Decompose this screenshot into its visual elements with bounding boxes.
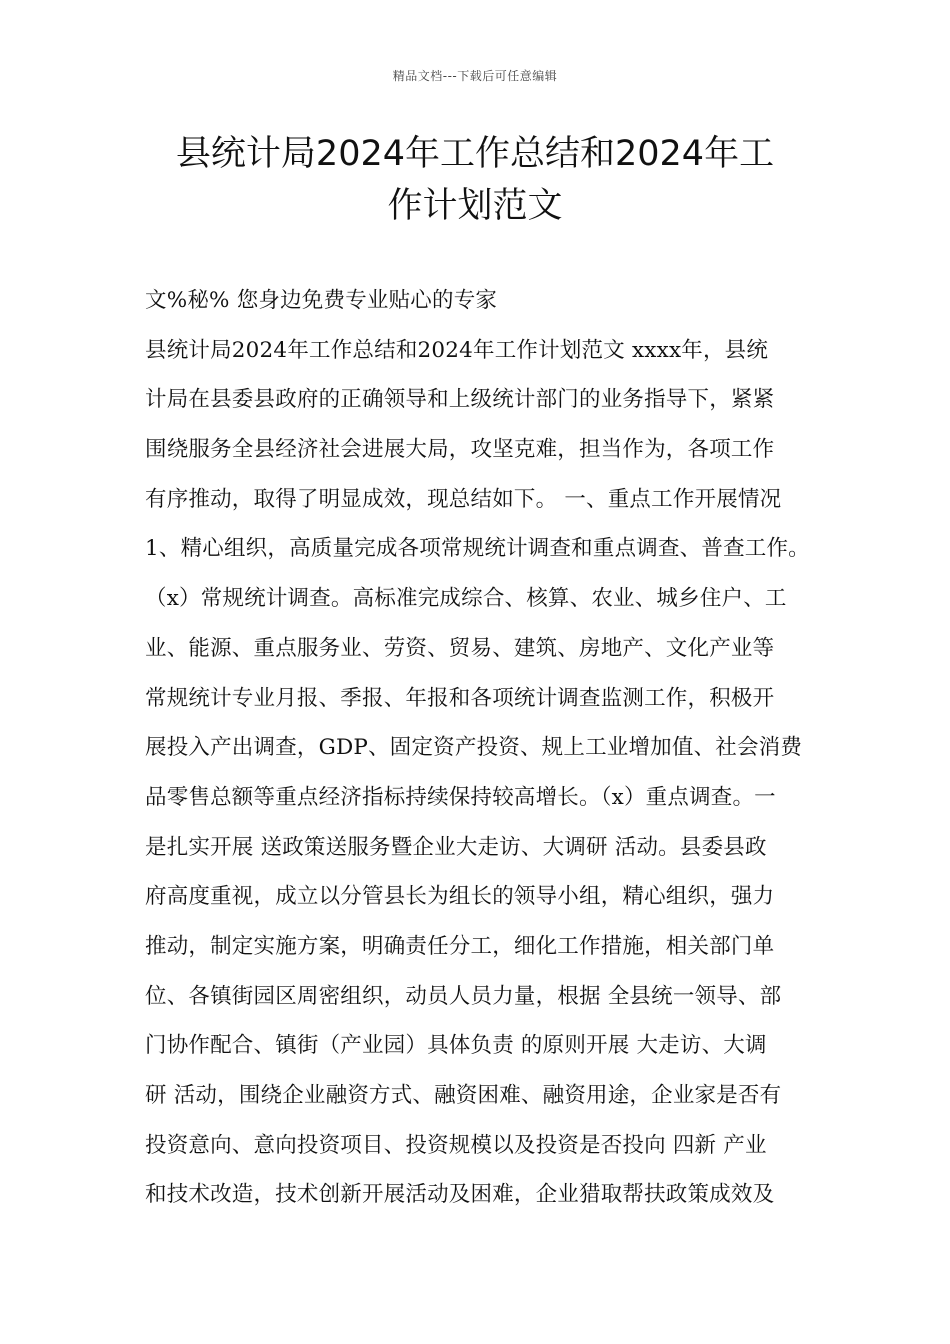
body-line: 县统计局2024年工作总结和2024年工作计划范文 xxxx年，县统 — [145, 337, 769, 363]
body-line: 1、精心组织，高质量完成各项常规统计调查和重点调查、普查工作。 — [145, 536, 810, 562]
body-line: 门协作配合、镇街（产业园）具体负责 的原则开展 大走访、大调 — [145, 1033, 767, 1059]
body-line: 计局在县委县政府的正确领导和上级统计部门的业务指导下，紧紧 — [145, 387, 775, 413]
body-line: 推动，制定实施方案，明确责任分工，细化工作措施，相关部门单 — [145, 933, 775, 959]
body-line: 业、能源、重点服务业、劳资、贸易、建筑、房地产、文化产业等 — [145, 635, 775, 661]
body-line: 府高度重视，成立以分管县长为组长的领导小组，精心组织，强力 — [145, 884, 775, 910]
document-body — [145, 282, 815, 1226]
body-line: 投资意向、意向投资项目、投资规模以及投资是否投向 四新 产业 — [145, 1132, 767, 1158]
title-line-1: 县统计局2024年工作总结和2024年工 — [175, 134, 775, 174]
body-line: 品零售总额等重点经济指标持续保持较高增长。（x）重点调查。一 — [145, 784, 776, 810]
document-title — [145, 128, 805, 232]
header-note: 精品文档---下载后可任意编辑 — [392, 69, 558, 83]
body-line: 文%秘% 您身边免费专业贴心的专家 — [145, 288, 498, 313]
body-line: 研 活动，围绕企业融资方式、融资困难、融资用途，企业家是否有 — [145, 1083, 782, 1108]
body-line: 和技术改造，技术创新开展活动及困难，企业猎取帮扶政策成效及 — [145, 1182, 775, 1208]
body-line: 围绕服务全县经济社会进展大局，攻坚克难，担当作为，各项工作 — [145, 437, 775, 463]
body-line: 有序推动，取得了明显成效，现总结如下。 一、重点工作开展情况 — [145, 486, 782, 512]
body-line: 是扎实开展 送政策送服务暨企业大走访、大调研 活动。县委县政 — [145, 834, 767, 860]
body-line: （x）常规统计调查。高标准完成综合、核算、农业、城乡住户、工 — [145, 586, 787, 612]
body-line: 展投入产出调查，GDP、固定资产投资、规上工业增加值、社会消费 — [145, 735, 803, 761]
title-line-2: 作计划范文 — [387, 186, 563, 226]
body-line: 常规统计专业月报、季报、年报和各项统计调查监测工作，积极开 — [145, 685, 775, 711]
body-line: 位、各镇街园区周密组织，动员人员力量，根据 全县统一领导、部 — [145, 983, 782, 1009]
